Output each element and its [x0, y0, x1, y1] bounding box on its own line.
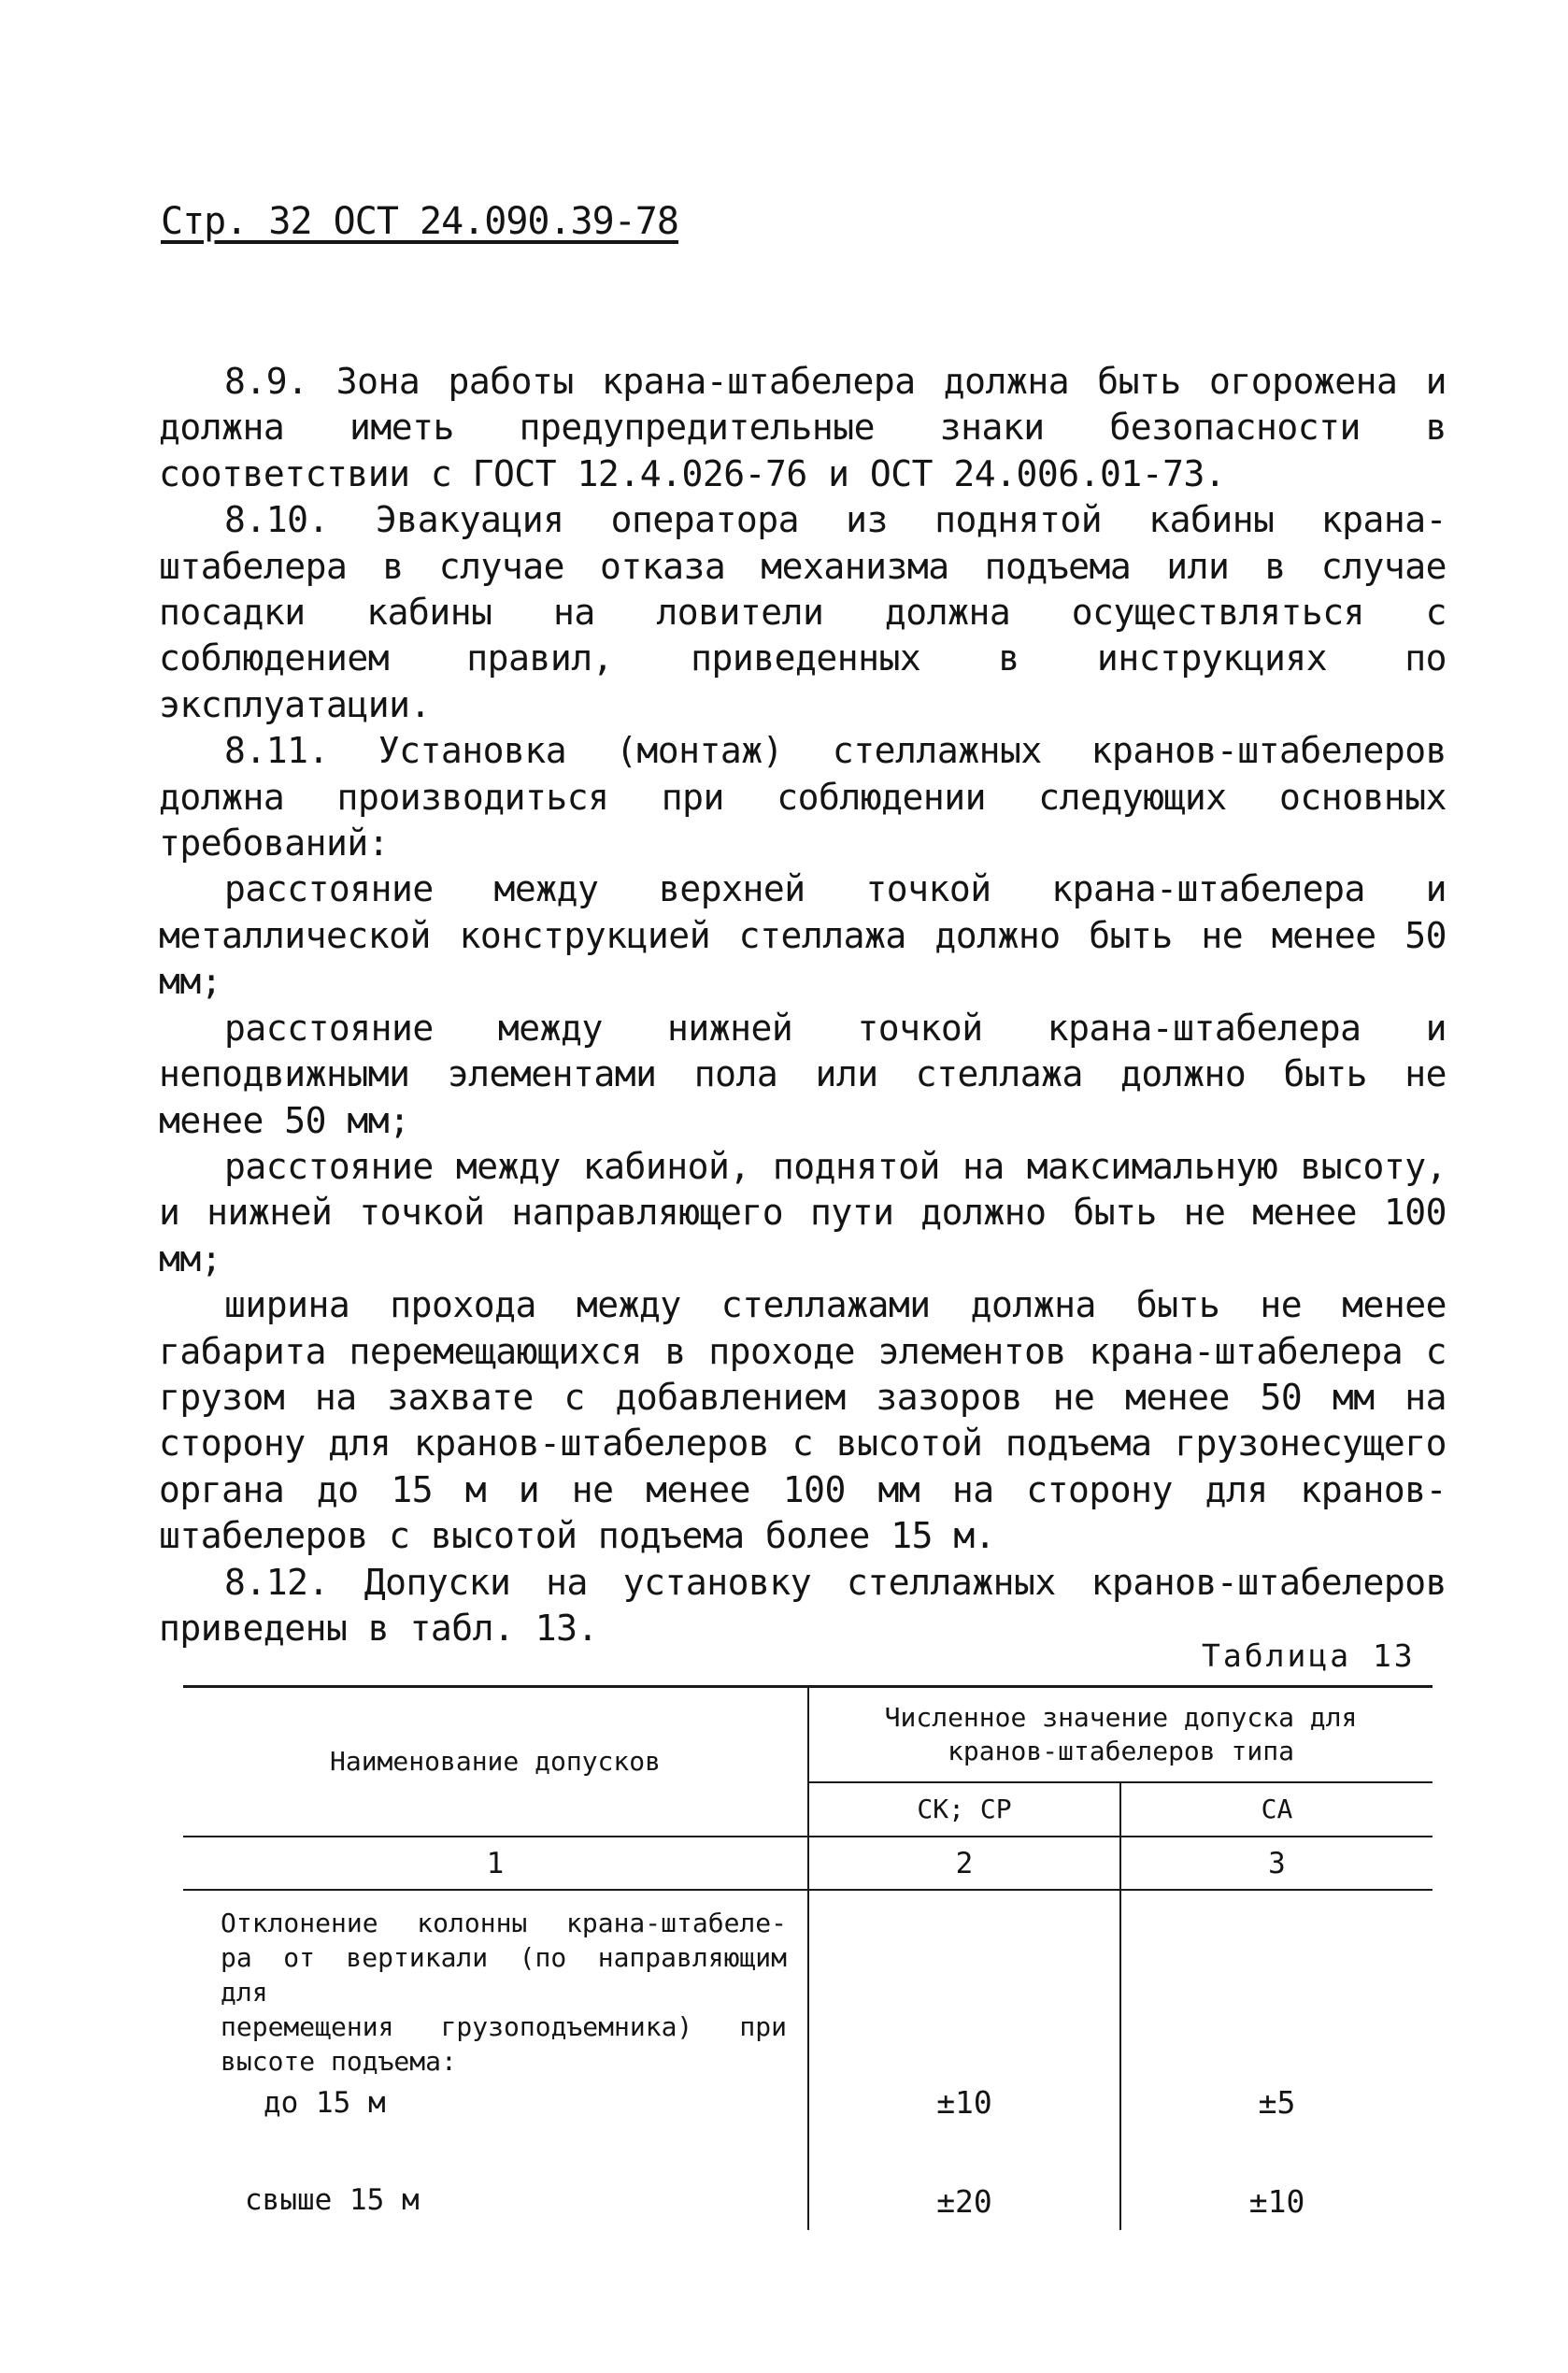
- paragraph-8-11: 8.11. Установка (монтаж) стеллажных кранов-штабелеров должна производиться при соблюдении следующих основных требований:: [159, 730, 1447, 865]
- description-line: высоте подъема:: [221, 2046, 457, 2077]
- empty-cell: [1120, 1890, 1433, 2079]
- requirement-item: расстояние между верхней точкой крана-штабелера и металлической конструкцией стеллажа должно быть не менее 50 мм;: [159, 868, 1447, 1003]
- requirement-item: ширина прохода между стеллажами должна быть не менее габарита перемещающихся в проходе элементов крана-штабелера с грузом на захвате с добавлением зазоров не менее 50 мм на сторону для кранов-штабелеров с высотой подъема грузонесущего органа до 15 м и не менее 100 мм на сторону для кранов-штабелеров с высотой подъема более 15 м.: [159, 1284, 1447, 1557]
- type-sa-header: СА: [1120, 1782, 1433, 1837]
- column-number-row: [183, 1837, 1433, 1890]
- column-header-name: Наименование допусков: [183, 1687, 808, 1837]
- document-body: [159, 359, 1447, 1651]
- height-label: до 15 м: [183, 2079, 808, 2127]
- paragraph-8-10: 8.10. Эвакуация оператора из поднятой кабины крана-штабелера в случае отказа механизма подъема или в случае посадки кабины на ловители должна осуществляться с соблюдением правил, приведенных в инструкциях по эксплуатации.: [159, 499, 1447, 725]
- table-caption: Таблица 13: [1202, 1637, 1416, 1674]
- requirement-item: расстояние между нижней точкой крана-штабелера и неподвижными элементами пола или стеллажа должно быть не менее 50 мм;: [159, 1007, 1447, 1141]
- table-row: [183, 2079, 1433, 2127]
- tolerance-description: [183, 1890, 808, 2079]
- empty-cell: [808, 1890, 1120, 2079]
- tolerance-value-sa: ±10: [1248, 2183, 1305, 2220]
- description-line: Отклонение колонны крана-штабеле-: [221, 1908, 787, 1938]
- type-sk-sr-header: СК; СР: [808, 1782, 1120, 1837]
- requirement-item: расстояние между кабиной, поднятой на максимальную высоту, и нижней точкой направляющего пути должно быть не менее 100 мм;: [159, 1145, 1447, 1279]
- tolerance-value-sk-sr: ±10: [808, 2079, 1120, 2127]
- description-line: перемещения грузоподъемника) при: [221, 2011, 787, 2042]
- paragraph-8-9: 8.9. Зона работы крана-штабелера должна быть огорожена и должна иметь предупредительные знаки безопасности в соответствии с ГОСТ 12.4.026-76 и ОСТ 24.006.01-73.: [159, 361, 1447, 494]
- tolerance-value-sk-sr: ±20: [808, 2127, 1120, 2230]
- table-row: [183, 1890, 1433, 2079]
- table-row: [183, 2127, 1433, 2230]
- description-line: ра от вертикали (по направляющим для: [221, 1942, 787, 2008]
- column-number: 3: [1120, 1837, 1433, 1890]
- paragraph-8-12: 8.12. Допуски на установку стеллажных кранов-штабелеров приведены в табл. 13.: [159, 1561, 1447, 1649]
- column-number: 2: [808, 1837, 1120, 1890]
- column-number: 1: [183, 1837, 808, 1890]
- height-label: свыше 15 м: [183, 2127, 808, 2230]
- table-header-row: [183, 1687, 1433, 1783]
- page-header: Стр. 32 ОСТ 24.090.39-78: [161, 200, 678, 243]
- tolerance-value-sa: ±5: [1258, 2084, 1296, 2121]
- tolerance-table: [183, 1685, 1433, 2230]
- column-header-values: Численное значение допуска для кранов-штабелеров типа: [808, 1687, 1433, 1783]
